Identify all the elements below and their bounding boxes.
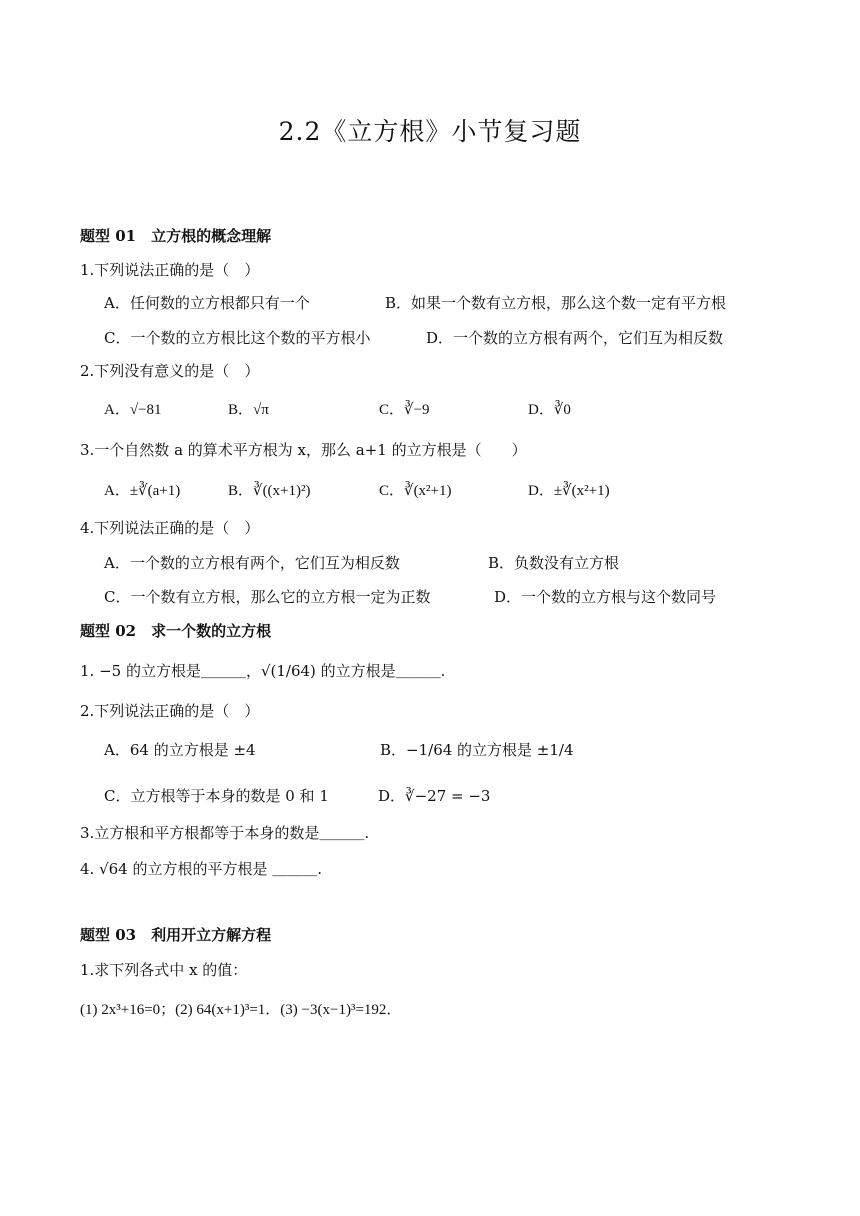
option-2-2-a: A．64 的立方根是 ±4 — [104, 741, 256, 759]
option-1-1-d: D．一个数的立方根有两个，它们互为相反数 — [426, 329, 724, 347]
option-1-3-a: A．±∛(a+1) — [104, 483, 181, 499]
section-heading-03: 题型 03 利用开立方解方程 — [80, 926, 272, 944]
question-1-4-stem: 4.下列说法正确的是（ ） — [80, 519, 260, 537]
question-3-1-stem: 1.求下列各式中 x 的值： — [80, 961, 248, 979]
option-1-4-a: A．一个数的立方根有两个，它们互为相反数 — [104, 554, 400, 572]
question-1-1-stem: 1.下列说法正确的是（ ） — [80, 261, 260, 279]
option-1-1-b: B．如果一个数有立方根，那么这个数一定有平方根 — [385, 294, 727, 312]
question-3-1-parts: (1) 2x³+16=0；(2) 64(x+1)³=1．(3) −3(x−1)³=192． — [80, 1002, 402, 1018]
question-2-4-stem: 4. √64 的立方根的平方根是 ＿＿＿. — [80, 860, 323, 878]
section-heading-01: 题型 01 立方根的概念理解 — [80, 227, 272, 245]
option-1-1-c: C．一个数的立方根比这个数的平方根小 — [104, 329, 371, 347]
option-2-2-b: B．−1/64 的立方根是 ±1/4 — [380, 741, 574, 759]
question-1-3-stem: 3.一个自然数 a 的算术平方根为 x，那么 a+1 的立方根是（ ） — [80, 441, 527, 459]
question-2-2-stem: 2.下列说法正确的是（ ） — [80, 702, 260, 720]
question-2-3-stem: 3.立方根和平方根都等于本身的数是＿＿＿. — [80, 824, 370, 842]
option-2-2-c: C．立方根等于本身的数是 0 和 1 — [104, 787, 329, 805]
option-1-4-d: D．一个数的立方根与这个数同号 — [494, 588, 717, 606]
question-2-1-stem: 1. −5 的立方根是＿＿＿，√(1/64) 的立方根是＿＿＿. — [80, 662, 446, 680]
option-1-1-a: A．任何数的立方根都只有一个 — [104, 294, 310, 312]
option-1-3-d: D．±∛(x²+1) — [528, 483, 610, 499]
option-1-3-b: B．∛((x+1)²) — [228, 483, 311, 499]
question-1-2-stem: 2.下列没有意义的是（ ） — [80, 362, 260, 380]
option-1-4-b: B．负数没有立方根 — [488, 554, 620, 572]
page-title: 2.2《立方根》小节复习题 — [278, 117, 582, 146]
option-2-2-d: D．∛−27 = −3 — [378, 787, 491, 805]
option-1-2-d: D．∛0 — [528, 402, 571, 418]
option-1-2-a: A．√−81 — [104, 402, 162, 418]
option-1-2-c: C．∛−9 — [379, 402, 430, 418]
option-1-4-c: C．一个数有立方根，那么它的立方根一定为正数 — [104, 588, 431, 606]
option-1-3-c: C．∛(x²+1) — [379, 483, 452, 499]
section-heading-02: 题型 02 求一个数的立方根 — [80, 622, 272, 640]
option-1-2-b: B．√π — [228, 402, 269, 418]
